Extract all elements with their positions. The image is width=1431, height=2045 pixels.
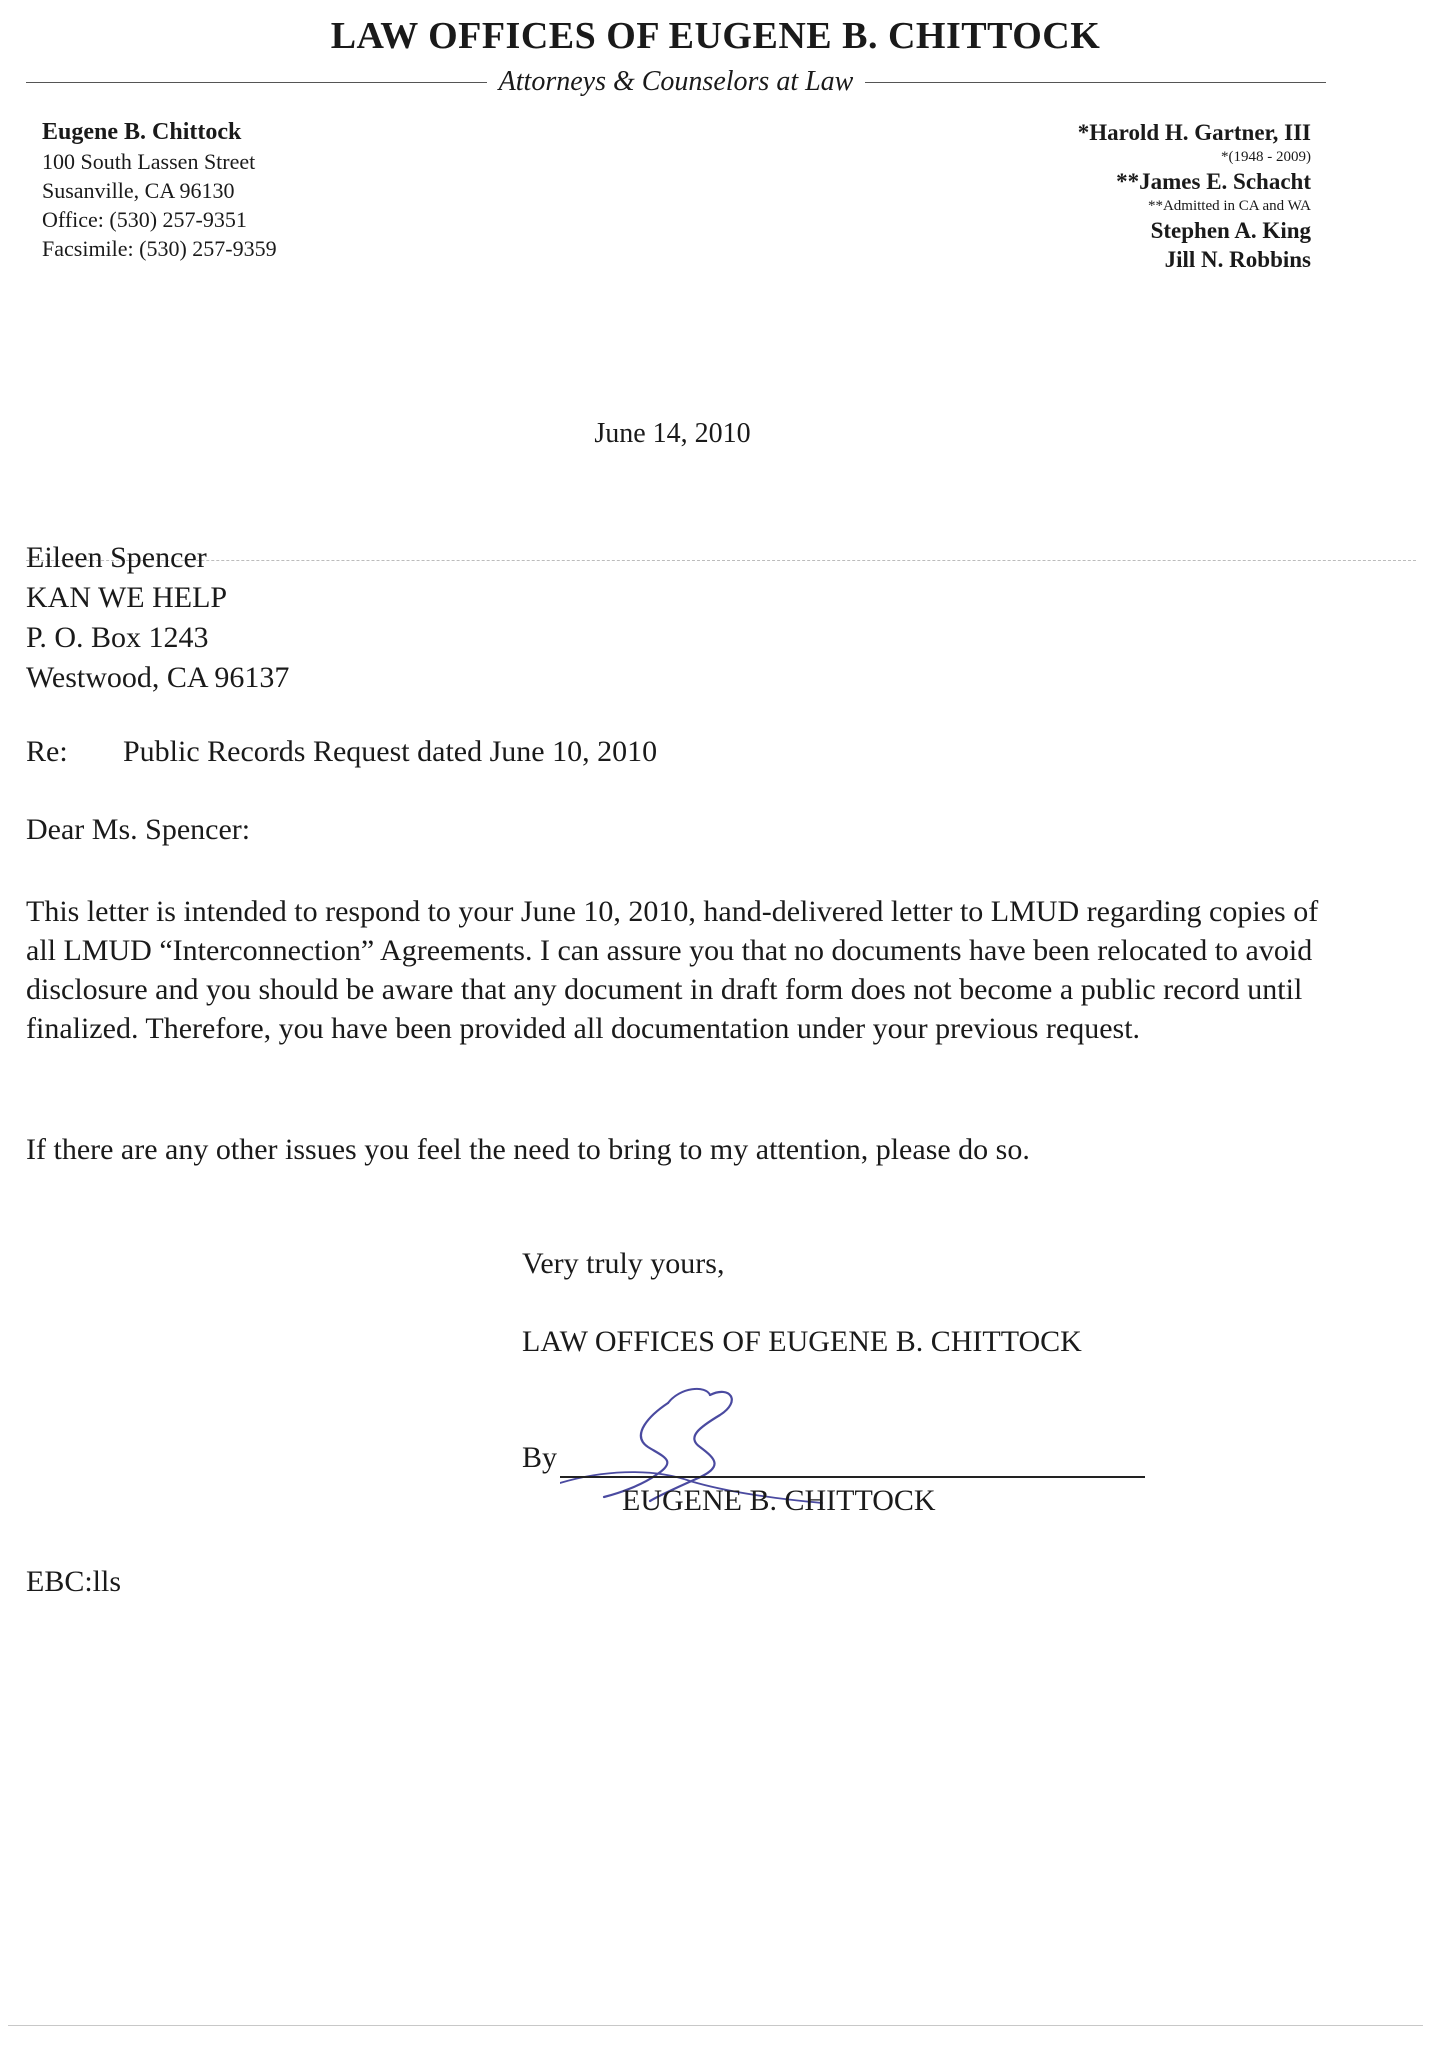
re-label: Re: — [26, 735, 68, 768]
contact-street: 100 South Lassen Street — [42, 149, 256, 174]
contact-fax: Facsimile: (530) 257-9359 — [42, 236, 277, 261]
attorney-name: *Harold H. Gartner, III — [1077, 120, 1311, 145]
attorney-note: **Admitted in CA and WA — [1147, 198, 1311, 214]
firm-contact-block — [42, 118, 277, 263]
signer-name: EUGENE B. CHITTOCK — [622, 1484, 936, 1517]
attorney-name: **James E. Schacht — [1116, 169, 1311, 194]
firm-name: LAW OFFICES OF EUGENE B. CHITTOCK — [330, 15, 1101, 57]
attorney-name: Jill N. Robbins — [1164, 247, 1311, 272]
tagline-rule-left — [26, 82, 487, 83]
contact-office-phone: Office: (530) 257-9351 — [42, 207, 247, 232]
recipient-po-box: P. O. Box 1243 — [26, 621, 209, 654]
salutation: Dear Ms. Spencer: — [26, 813, 251, 846]
signature-stroke — [668, 1389, 710, 1403]
signature-line — [560, 1476, 1145, 1478]
recipient-name: Eileen Spencer — [26, 541, 207, 574]
valediction: Very truly yours, — [522, 1247, 725, 1280]
re-line — [26, 735, 657, 769]
page-bottom-edge — [8, 2025, 1423, 2026]
body-paragraph: If there are any other issues you feel the need to bring to my attention, please do so. — [26, 1133, 1030, 1166]
firm-tagline: Attorneys & Counselors at Law — [498, 66, 854, 97]
signature-stroke — [604, 1403, 668, 1497]
letter-date: June 14, 2010 — [594, 418, 751, 449]
recipient-org: KAN WE HELP — [26, 581, 228, 614]
attorney-note: *(1948 - 2009) — [1221, 149, 1311, 165]
contact-city: Susanville, CA 96130 — [42, 178, 235, 203]
body-paragraph: This letter is intended to respond to your June 10, 2010, hand-delivered letter to LMUD regarding copies of all LMUD “Interconnection” Agreements. I can assure you that no documents have been relocated to avoid disclosure and you should be aware that any document in draft form does not become a public record until finalized. Therefore, you have been provided all documentation under your previous request. — [26, 895, 1319, 1045]
tagline-rule-right — [865, 82, 1326, 83]
contact-name: Eugene B. Chittock — [42, 119, 242, 145]
attorney-name: Stephen A. King — [1150, 218, 1311, 243]
closing-firm-name: LAW OFFICES OF EUGENE B. CHITTOCK — [522, 1325, 1082, 1358]
attorney-list — [891, 118, 1311, 274]
recipient-city: Westwood, CA 96137 — [26, 661, 290, 694]
tagline-row — [26, 64, 1326, 100]
recipient-address — [26, 538, 289, 698]
reference-initials: EBC:lls — [26, 1565, 122, 1598]
by-label: By — [522, 1441, 558, 1474]
re-subject: Public Records Request dated June 10, 2010 — [123, 735, 658, 768]
